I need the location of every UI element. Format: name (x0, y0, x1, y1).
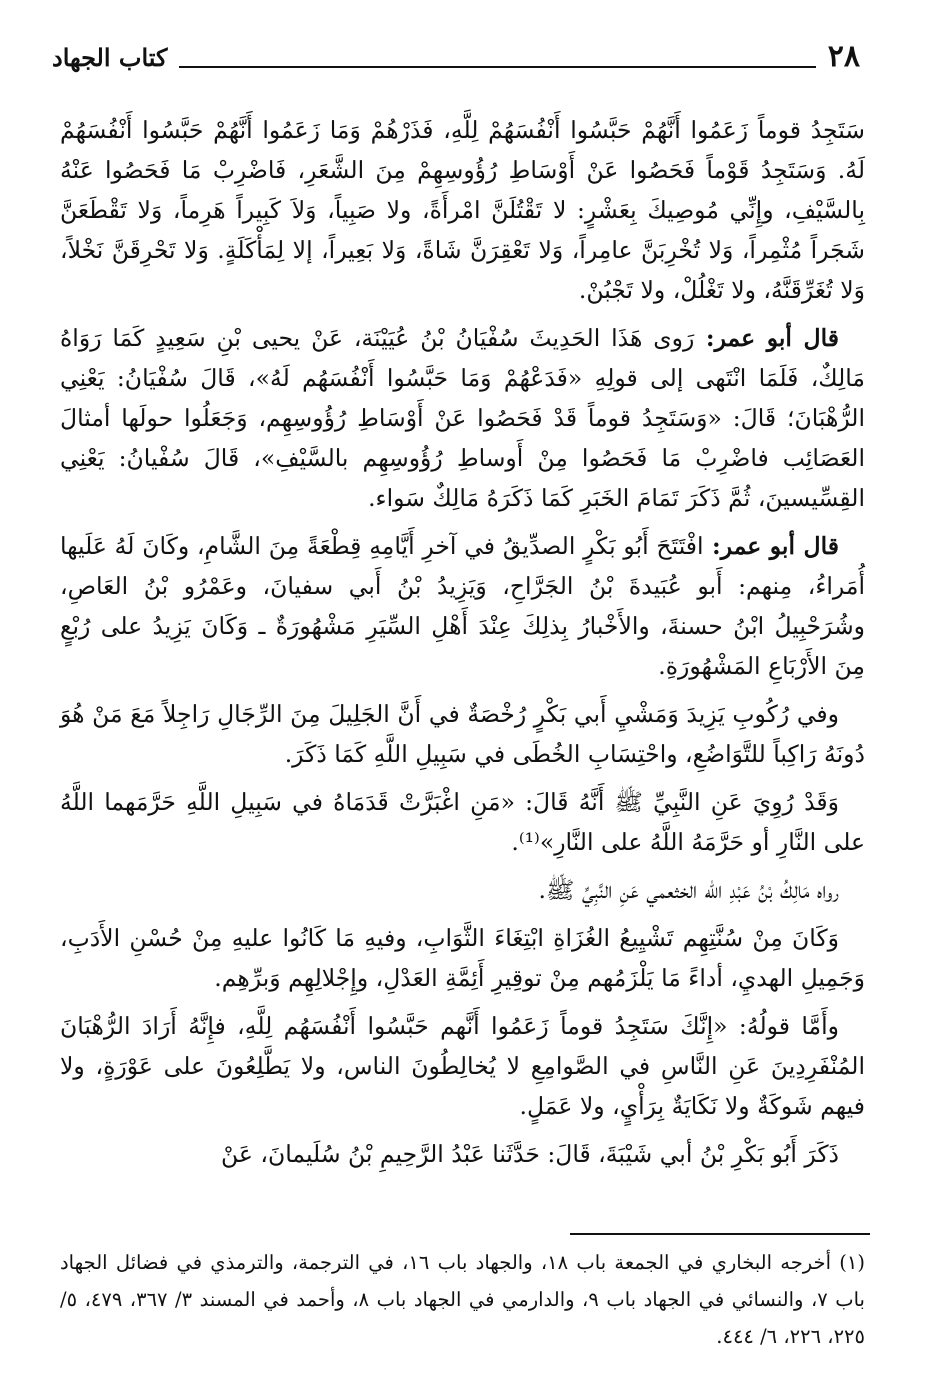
paragraph (60, 870, 865, 910)
paragraph-lead: قال أبو عمر: (694, 324, 839, 352)
paragraph-text: وفي رُكُوبِ يَزِيدَ وَمَشْيِ أَبي بَكْرٍ رُخْصَةٌ في أَنَّ الجَلِيلَ مِنَ الرِّجَالِ رَاجِلاً مَعَ مَنْ هُوَ دُونَهُ رَاكِباً للتَّوَاضُعِ، واحْتِسَابِ الخُطَى في سَبِيلِ اللَّهِ كَمَا ذَكَرَ. (60, 700, 865, 768)
page-header (52, 38, 860, 72)
main-text (60, 110, 865, 1182)
paragraph-text: وأَمَّا قولُهُ: «إِنَّكَ سَتَجِدُ قوماً زَعَمُوا أَنَّهم حَبَّسُوا أَنْفُسَهُم لِلَّهِ، فإِنَّهُ أَرَادَ الرُّهْبَانَ المُنْفَرِدِينَ عَنِ النَّاسِ في الصَّوامِعِ لا يُخالِطُونَ الناس، ولا يَطَّلِعُونَ على عَوْرَةٍ، ولا فيهم شَوكَةٌ ولا نَكَايَةٌ بِرَأْيٍ، ولا عَمَلٍ. (60, 1012, 865, 1120)
page-number: ٢٨ (827, 39, 860, 74)
running-title: كتاب الجهاد (52, 43, 168, 72)
paragraph-text: افْتَتَحَ أَبُو بَكْرٍ الصدِّيقُ في آخرِ أَيَّامِهِ قِطْعَةً مِنَ الشَّامِ، وكَانَ لَهُ عَلَيها أُمَراءُ، مِنهم: أَبو عُبَيدةَ بْنُ الجَرَّاحِ، وَيَزِيدُ بْنُ أَبي سفيانَ، وعَمْرُو بْنُ العَاصِ، وشُرَحْبِيلُ ابْنُ حسنةَ، والأَخْبارُ بِذلِكَ عِنْدَ أَهْلِ السِّيَرِ مَشْهُورَةٌ ـ وَكَانَ يَزِيدُ على رُبْعٍ مِنَ الأَرْبَاعِ المَشْهُورَةِ. (60, 532, 865, 680)
paragraph-text: رَوى هَذَا الحَدِيثَ سُفْيَانُ بْنُ عُيَيْنَة، عَنْ يحيى بْنِ سَعِيدٍ كَمَا رَوَاهُ مَالِكٌ، فَلَمَا انْتَهى إلى قولِهِ «فَدَعْهُمْ وَمَا حَبَّسُوا أَنْفُسَهُم لَهُ»، قَالَ سُفْيَانُ: يَعْنِي الرُّهْبَانَ؛ قَالَ: «وَسَتَجِدُ قوماً قَدْ فَحَصُوا عَنْ أَوْسَاطِ رُؤُوسِهِم، وَجَعَلُوا حولَها أمثالَ العَصَائِب فاضْرِبْ مَا فَحَصُوا مِنْ أَوساطِ رُؤُوسِهِم بالسَّيْفِ»، قَالَ سُفْيانُ: يَعْنِي القِسِّيسينَ، ثُمَّ ذَكَرَ تَمَامَ الخَبَرِ كَمَا ذَكَرَهُ مَالِكٌ سَواء. (60, 324, 865, 512)
footnote: (١) أخرجه البخاري في الجمعة باب ١٨، والجهاد باب ١٦، في الترجمة، والترمذي في فضائل الجهاد باب ٧، والنسائي في الجهاد باب ٩، والدارمي في الجهاد باب ٨، وأحمد في المسند ٣/ ٣٦٧، ٤٧٩، ٥/ ٢٢٥، ٢٢٦، ٦/ ٤٤٤. (60, 1251, 865, 1348)
paragraph (60, 110, 865, 310)
footnote-rule (570, 1233, 870, 1235)
paragraph-text: رواه مَالِكُ بْنُ عَبْدِ الله الخثعمي عَنِ النَّبِيِّ ﷺ. (538, 876, 839, 904)
paragraph-text: وَقَدْ رُوِيَ عَنِ النَّبِيِّ ﷺ أَنَّهُ قَالَ: «مَنِ اغْبَرَّتْ قَدَمَاهُ في سَبِيلِ اللَّهِ حَرَّمَهما اللَّهُ على النَّارِ أو حَرَّمَهُ اللَّهُ على النَّارِ»⁽¹⁾. (60, 788, 865, 856)
paragraph-text: ذَكَرَ أَبُو بَكْرِ بْنُ أبي شَيْبَةَ، قَالَ: حَدَّثَنا عَبْدُ الرَّحِيمِ بْنُ سُلَيمانَ، عَنْ (221, 1140, 839, 1168)
paragraph (60, 1134, 865, 1174)
paragraph-lead: قال أبو عمر: (703, 532, 839, 560)
paragraph (60, 318, 865, 518)
paragraph (60, 694, 865, 774)
paragraph (60, 1006, 865, 1126)
paragraph-text: وَكَانَ مِنْ سُنَّتِهِم تَشْيِيعُ الغُزَاةِ ابْتِغَاءَ الثَّوَابِ، وفيهِ مَا كَانُوا عليهِ مِنْ حُسْنِ الأَدَبِ، وَجَمِيلِ الهديِ، أداءً مَا يَلْزَمُهم مِنْ توقِيرِ أَئِمَّةِ العَدْلِ، وإِجْلالِهِم وَبرِّهِم. (60, 924, 865, 992)
paragraph (60, 782, 865, 862)
paragraph (60, 526, 865, 686)
header-rule (179, 66, 815, 68)
paragraph (60, 918, 865, 998)
paragraph-text: سَتَجِدُ قوماً زَعَمُوا أَنَّهُمْ حَبَّسُوا أَنْفُسَهُمْ لِلَّهِ، فَذَرْهُمْ وَمَا زَعَمُوا أَنَّهُمْ حَبَّسُوا أَنْفُسَهُمْ لَهُ. وَسَتَجِدُ قَوْماً فَحَصُوا عَنْ أَوْسَاطِ رُؤُوسِهِمْ مِنَ الشَّعَرِ، فَاضْرِبْ مَا فَحَصُوا عَنْهُ بِالسَّيْفِ، وإِنِّي مُوصِيكَ بِعَشْرٍ: لا تَقْتُلَنَّ امْرأَةً، ولا صَبِياً، وَلاَ كَبِيراً هَرِماً، وَلا تَقْطَعَنَّ شَجَراً مُثْمِراً، وَلا تُخْرِبَنَّ عامِراً، وَلا تَعْقِرَنَّ شَاةً، وَلا بَعِيراً، إلا لِمَأْكَلَةٍ. وَلا تَحْرِقَنَّ نَخْلاً، وَلا تُغَرِّقَنَّهُ، ولا تَغْلُلْ، ولا تَجْبُنْ. (60, 116, 865, 304)
